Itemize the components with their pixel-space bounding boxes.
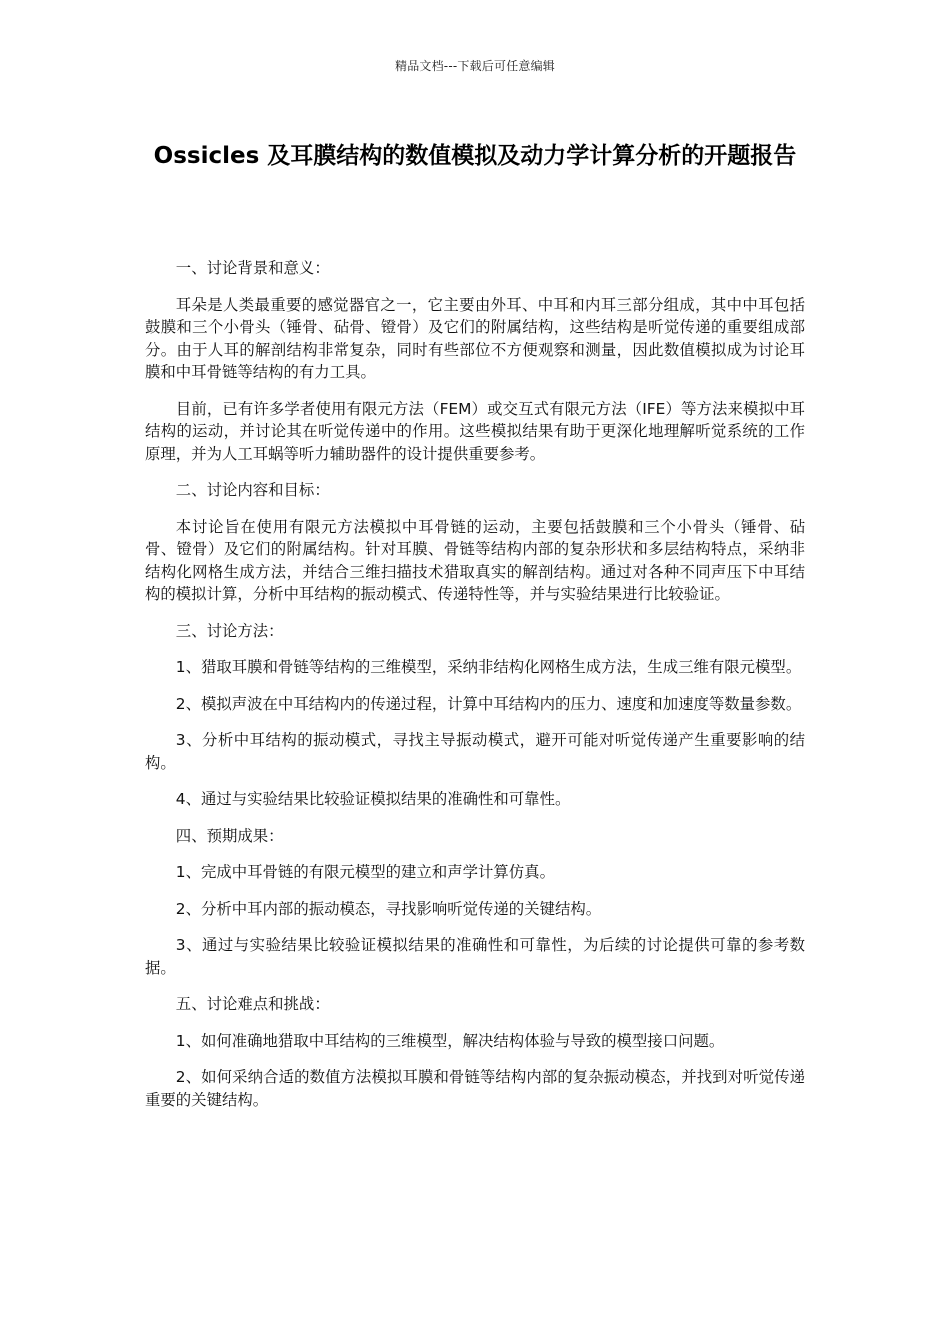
section-heading-methods: 三、讨论方法：	[175, 621, 284, 640]
method-item-1: 1、猎取耳膜和骨链等结构的三维模型，采纳非结构化网格生成方法，生成三维有限元模型。	[175, 658, 802, 676]
challenge-item-1: 1、如何准确地猎取中耳结构的三维模型，解决结构体验与导致的模型接口问题。	[175, 1031, 725, 1050]
result-item-1: 1、完成中耳骨链的有限元模型的建立和声学计算仿真。	[175, 863, 555, 881]
paragraph-background-2: 目前，已有许多学者使用有限元方法（FEM）或交互式有限元方法（IFE）等方法来模拟中耳结构的运动，并讨论其在听觉传递中的作用。这些模拟结果有助于更深化地理解听觉系统的工作原理，并为人工耳蜗等听力辅助器件的设计提供重要参考。	[145, 399, 805, 463]
section-heading-expected-results: 四、预期成果：	[175, 826, 284, 845]
section-heading-background: 一、讨论背景和意义：	[175, 259, 330, 277]
paragraph-content-goals: 本讨论旨在使用有限元方法模拟中耳骨链的运动，主要包括鼓膜和三个小骨头（锤骨、砧骨、镫骨）及它们的附属结构。针对耳膜、骨链等结构内部的复杂形状和多层结构特点，采纳非结构化网格生成方法，并结合三维扫描技术猎取真实的解剖结构。通过对各种不同声压下中耳结构的模拟计算，分析中耳结构的振动模式、传递特性等，并与实验结果进行比较验证。	[145, 517, 805, 603]
result-item-3: 3、通过与实验结果比较验证模拟结果的准确性和可靠性，为后续的讨论提供可靠的参考数据。	[145, 936, 805, 977]
document-body	[145, 257, 805, 1125]
method-item-3: 3、分析中耳结构的振动模式，寻找主导振动模式，避开可能对听觉传递产生重要影响的结构。	[145, 731, 805, 772]
method-item-4: 4、通过与实验结果比较验证模拟结果的准确性和可靠性。	[175, 790, 571, 808]
paragraph-background-1: 耳朵是人类最重要的感觉器官之一，它主要由外耳、中耳和内耳三部分组成，其中中耳包括鼓膜和三个小骨头（锤骨、砧骨、镫骨）及它们的附属结构，这些结构是听觉传递的重要组成部分。由于人耳的解剖结构非常复杂，同时有些部位不方便观察和测量，因此数值模拟成为讨论耳膜和中耳骨链等结构的有力工具。	[145, 295, 805, 381]
result-item-2: 2、分析中耳内部的振动模态，寻找影响听觉传递的关键结构。	[175, 899, 602, 918]
document-title: Ossicles 及耳膜结构的数值模拟及动力学计算分析的开题报告	[153, 143, 797, 169]
section-heading-challenges: 五、讨论难点和挑战：	[175, 995, 330, 1013]
page-header-note: 精品文档---下载后可任意编辑	[395, 59, 555, 73]
method-item-2: 2、模拟声波在中耳结构内的传递过程，计算中耳结构内的压力、速度和加速度等数量参数。	[175, 694, 802, 713]
challenge-item-2: 2、如何采纳合适的数值方法模拟耳膜和骨链等结构内部的复杂振动模态，并找到对听觉传递重要的关键结构。	[145, 1068, 805, 1109]
section-heading-content-goals: 二、讨论内容和目标：	[175, 481, 330, 499]
